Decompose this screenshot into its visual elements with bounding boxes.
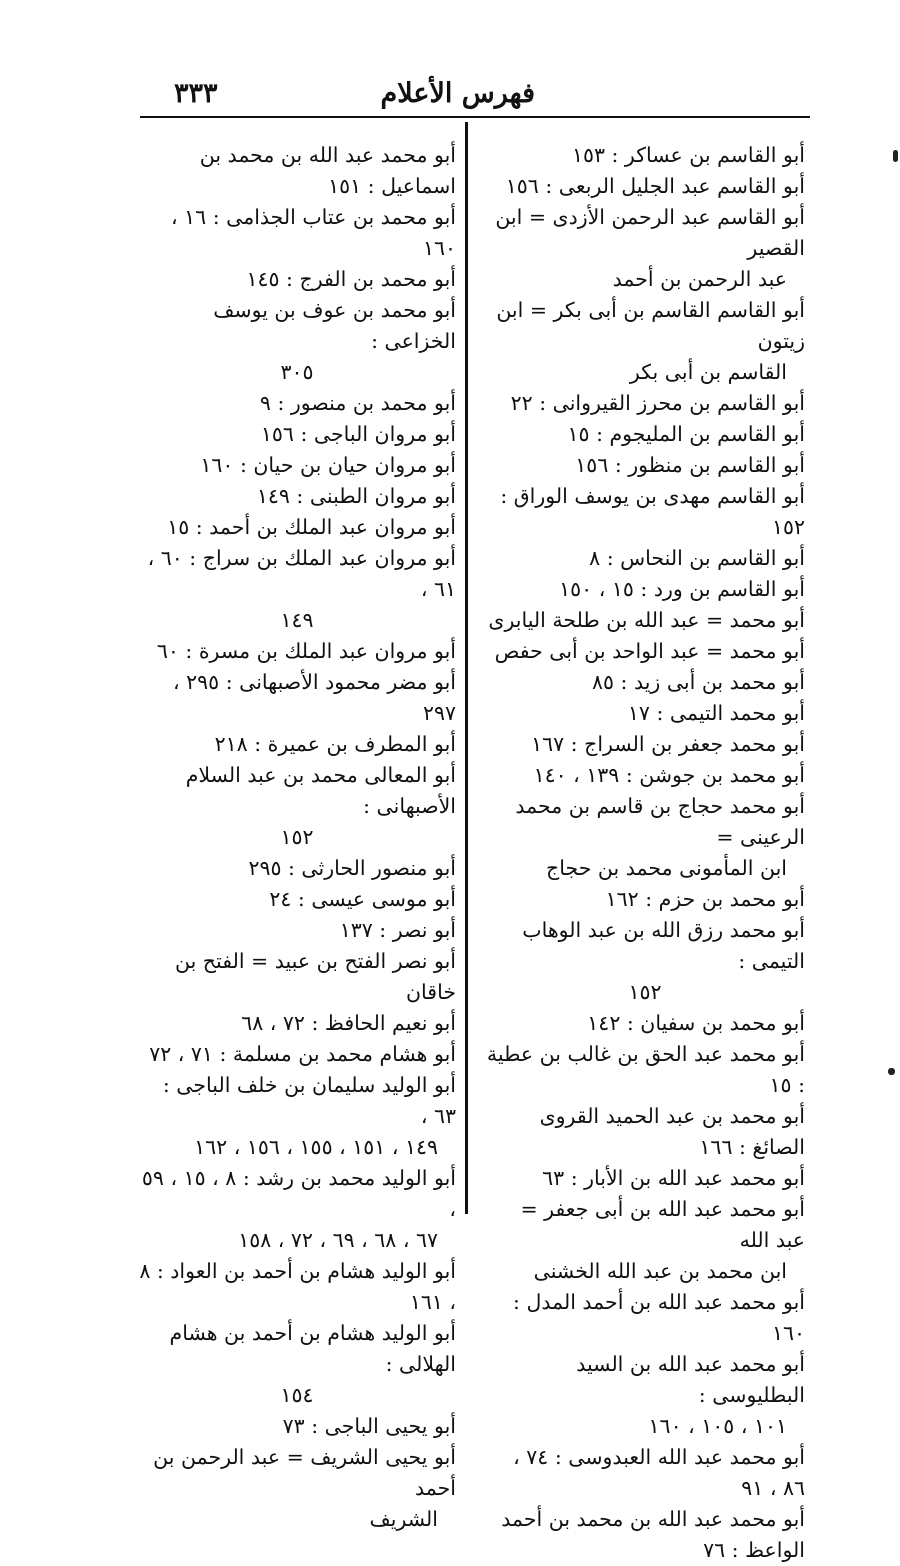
entry-continuation: ٣٠٥ — [280, 360, 314, 384]
entry-line: أبو محمد بن سفيان : ١٤٢ — [587, 1011, 805, 1035]
entry-line: أبو القاسم بن محرز القيروانى : ٢٢ — [510, 391, 805, 415]
index-entry — [138, 264, 456, 295]
index-entry — [138, 667, 456, 729]
entry-continuation: القاسم بن أبى بكر — [629, 360, 787, 384]
scan-mark — [888, 1068, 895, 1075]
index-entry — [138, 853, 456, 884]
entry-continuation: ١٥٢ — [280, 825, 314, 849]
entry-line: أبو محمد رزق الله بن عبد الوهاب التيمى : — [522, 918, 805, 973]
index-entry — [138, 884, 456, 915]
index-entry — [138, 202, 456, 264]
index-entry — [485, 760, 805, 791]
entry-continuation: ١٤٩ — [280, 608, 314, 632]
entry-line: أبو محمد عبد الله العبدوسى : ٧٤ ، ٨٦ ، ٩١ — [513, 1445, 805, 1500]
entry-line: أبو محمد بن عوف بن يوسف الخزاعى : — [213, 298, 456, 353]
entry-line: أبو محمد عبد الله بن أبى جعفر = عبد الله — [520, 1197, 805, 1252]
index-entry — [485, 388, 805, 419]
entry-continuation: ١٥٢ — [628, 980, 662, 1004]
index-entry — [138, 946, 456, 1008]
entry-line: أبو محمد عبد الحق بن غالب بن عطية : ١٥ — [486, 1042, 805, 1097]
right-column — [485, 140, 805, 1566]
index-entry — [485, 636, 805, 667]
index-entry — [485, 1194, 805, 1287]
entry-line: أبو محمد عبد الله بن السيد البطليوسى : — [576, 1352, 805, 1407]
entry-line: أبو هشام محمد بن مسلمة : ٧١ ، ٧٢ — [149, 1042, 456, 1066]
index-entry — [485, 140, 805, 171]
entry-line: أبو القاسم عبد الرحمن الأزدى = ابن القصير — [495, 205, 805, 260]
index-entry — [138, 760, 456, 853]
index-entry — [485, 1039, 805, 1101]
index-entry — [138, 140, 456, 202]
entry-line: أبو محمد عبد الله بن محمد بن أحمد الواعظ : ٧٦ — [501, 1507, 805, 1562]
entry-line: أبو يحيى الباجى : ٧٣ — [282, 1414, 456, 1438]
entry-line: أبو المعالى محمد بن عبد السلام الأصبهانى : — [185, 763, 456, 818]
entry-line: أبو محمد عبد الله بن محمد بن اسماعيل : ١٥١ — [199, 143, 456, 198]
index-entry — [138, 543, 456, 636]
entry-line: أبو يحيى الشريف = عبد الرحمن بن أحمد — [153, 1445, 456, 1500]
entry-line: أبو منصور الحارثى : ٢٩٥ — [248, 856, 456, 880]
index-entry — [138, 1163, 456, 1256]
entry-line: أبو مضر محمود الأصبهانى : ٢٩٥ ، ٢٩٧ — [173, 670, 456, 725]
entry-line: أبو محمد التيمى : ١٧ — [627, 701, 805, 725]
entry-line: أبو محمد = عبد الله بن طلحة اليابرى — [488, 608, 805, 632]
index-entry — [138, 481, 456, 512]
index-entry — [138, 729, 456, 760]
entry-line: أبو محمد بن عتاب الجذامى : ١٦ ، ١٦٠ — [171, 205, 456, 260]
index-entry — [485, 1101, 805, 1163]
index-entry — [485, 202, 805, 295]
index-entry — [485, 1287, 805, 1349]
index-entry — [485, 698, 805, 729]
index-entry — [485, 1442, 805, 1504]
index-entry — [138, 388, 456, 419]
index-entry — [485, 791, 805, 884]
entry-line: أبو محمد بن الفرج : ١٤٥ — [246, 267, 456, 291]
entry-line: أبو القاسم القاسم بن أبى بكر = ابن زيتون — [496, 298, 805, 353]
index-entry — [485, 543, 805, 574]
entry-line: أبو محمد جعفر بن السراج : ١٦٧ — [531, 732, 805, 756]
entry-line: أبو مروان الطبنى : ١٤٩ — [256, 484, 456, 508]
entry-line: أبو محمد بن أبى زيد : ٨٥ — [591, 670, 805, 694]
index-entry — [485, 1008, 805, 1039]
entry-line: أبو نصر : ١٣٧ — [339, 918, 456, 942]
entry-continuation: ابن المأمونى محمد بن حجاج — [546, 856, 787, 880]
entry-line: أبو مروان حيان بن حيان : ١٦٠ — [200, 453, 456, 477]
entry-line: أبو القاسم بن النحاس : ٨ — [589, 546, 805, 570]
index-entry — [138, 295, 456, 388]
entry-line: أبو موسى عيسى : ٢٤ — [269, 887, 456, 911]
column-divider — [465, 122, 468, 1214]
entry-line: أبو مروان عبد الملك بن سراج : ٦٠ ، ٦١ ، — [147, 546, 456, 601]
index-entry — [138, 636, 456, 667]
entry-line: أبو الوليد هشام بن أحمد بن العواد : ٨ ، ١٦١ — [139, 1259, 456, 1314]
left-column — [138, 140, 456, 1535]
entry-continuation: ابن محمد بن عبد الله الخشنى — [533, 1259, 787, 1283]
entry-line: أبو محمد عبد الله بن أحمد المدل : ١٦٠ — [513, 1290, 805, 1345]
entry-line: أبو نصر الفتح بن عبيد = الفتح بن خاقان — [174, 949, 456, 1004]
entry-line: أبو القاسم بن عساكر : ١٥٣ — [571, 143, 805, 167]
entry-line: أبو الوليد هشام بن أحمد بن هشام الهلالى : — [169, 1321, 456, 1376]
index-entry — [485, 884, 805, 915]
index-entry — [485, 1163, 805, 1194]
entry-line: أبو نعيم الحافظ : ٧٢ ، ٦٨ — [241, 1011, 456, 1035]
entry-line: أبو مروان عبد الملك بن أحمد : ١٥ — [167, 515, 456, 539]
index-entry — [138, 1411, 456, 1442]
entry-line: أبو القاسم بن المليجوم : ١٥ — [567, 422, 805, 446]
entry-line: أبو الوليد محمد بن رشد : ٨ ، ١٥ ، ٥٩ ، — [141, 1166, 456, 1221]
entry-line: أبو محمد بن جوشن : ١٣٩ ، ١٤٠ — [533, 763, 805, 787]
entry-line: أبو محمد عبد الله بن الأبار : ٦٣ — [542, 1166, 805, 1190]
entry-line: أبو مروان عبد الملك بن مسرة : ٦٠ — [156, 639, 456, 663]
index-entry — [485, 667, 805, 698]
entry-line: أبو القاسم مهدى بن يوسف الوراق : ١٥٢ — [500, 484, 805, 539]
scan-mark — [893, 150, 898, 162]
index-entry — [485, 1349, 805, 1442]
entry-continuation: ١٥٤ — [280, 1383, 314, 1407]
entry-line: أبو محمد بن منصور : ٩ — [259, 391, 456, 415]
entry-line: أبو مروان الباجى : ١٥٦ — [260, 422, 456, 446]
index-entry — [485, 295, 805, 388]
page-title: فهرس الأعلام — [380, 78, 535, 109]
entry-line: أبو الوليد سليمان بن خلف الباجى : ٦٣ ، — [162, 1073, 456, 1128]
index-entry — [138, 1256, 456, 1318]
entry-line: أبو القاسم عبد الجليل الربعى : ١٥٦ — [505, 174, 805, 198]
index-entry — [485, 1504, 805, 1566]
entry-line: أبو القاسم بن ورد : ١٥ ، ١٥٠ — [559, 577, 805, 601]
page-number: ٣٣٣ — [174, 78, 218, 109]
entry-line: أبو محمد بن عبد الحميد القروى الصائغ : ١٦٦ — [539, 1104, 805, 1159]
index-entry — [138, 915, 456, 946]
index-entry — [138, 419, 456, 450]
entry-continuation: ٦٧ ، ٦٨ ، ٦٩ ، ٧٢ ، ١٥٨ — [238, 1228, 438, 1252]
index-entry — [485, 574, 805, 605]
entry-line: أبو المطرف بن عميرة : ٢١٨ — [214, 732, 456, 756]
index-entry — [485, 481, 805, 543]
entry-continuation: الشريف — [369, 1507, 438, 1531]
index-entry — [485, 729, 805, 760]
index-entry — [485, 915, 805, 1008]
entry-continuation: ١٤٩ ، ١٥١ ، ١٥٥ ، ١٥٦ ، ١٦٢ — [194, 1135, 438, 1159]
index-entry — [485, 419, 805, 450]
header-rule — [140, 116, 810, 118]
index-entry — [485, 605, 805, 636]
index-entry — [138, 1039, 456, 1070]
index-entry — [138, 1318, 456, 1411]
index-entry — [138, 1008, 456, 1039]
index-entry — [138, 1070, 456, 1163]
entry-line: أبو محمد حجاج بن قاسم بن محمد الرعينى = — [515, 794, 805, 849]
entry-line: أبو محمد بن حزم : ١٦٢ — [605, 887, 805, 911]
entry-line: أبو القاسم بن منظور : ١٥٦ — [575, 453, 805, 477]
index-entry — [138, 450, 456, 481]
index-entry — [138, 512, 456, 543]
entry-line: أبو محمد = عبد الواحد بن أبى حفص — [494, 639, 805, 663]
index-entry — [485, 171, 805, 202]
entry-continuation: ١٠١ ، ١٠٥ ، ١٦٠ — [648, 1414, 787, 1438]
entry-continuation: عبد الرحمن بن أحمد — [612, 267, 787, 291]
index-entry — [138, 1442, 456, 1535]
page-header — [140, 72, 800, 118]
index-entry — [485, 450, 805, 481]
